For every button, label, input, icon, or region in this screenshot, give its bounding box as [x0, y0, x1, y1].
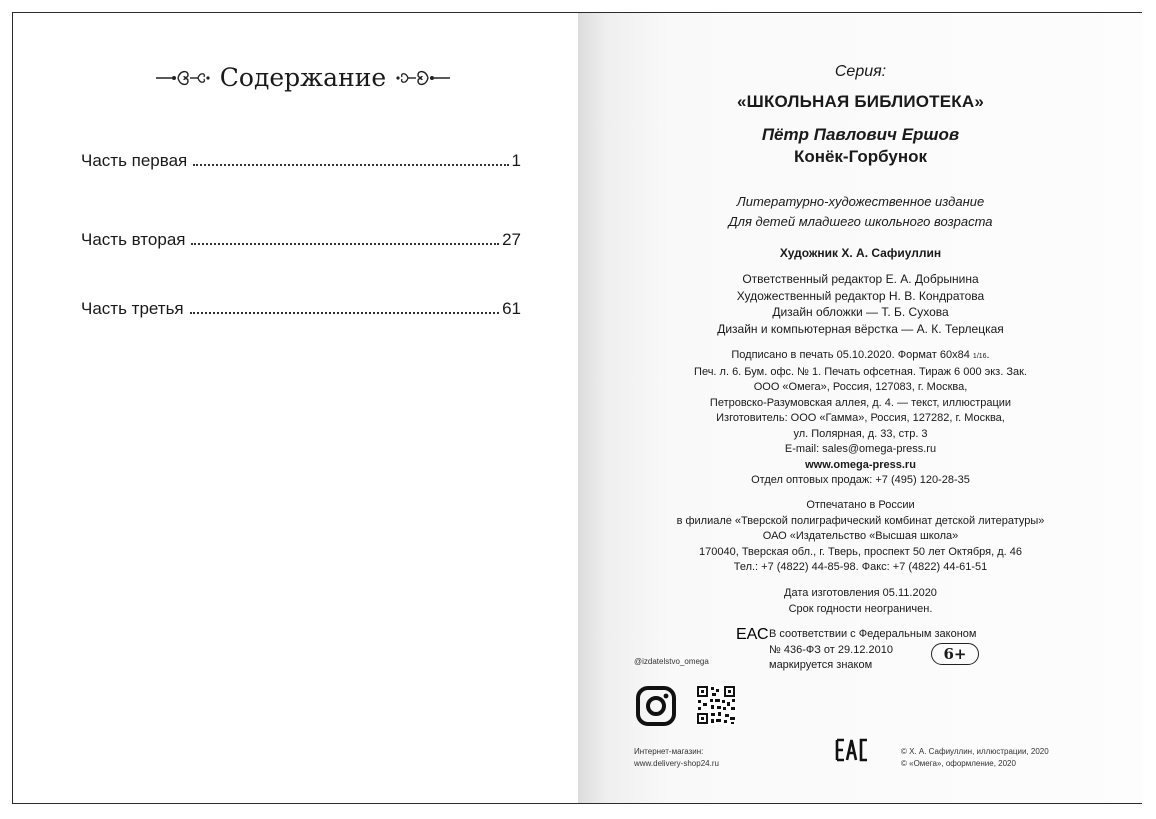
editorial-credits	[578, 271, 1143, 337]
printed-line: 170040, Тверская обл., г. Тверь, проспект 50 лет Октября, д. 46	[699, 545, 1022, 558]
toc-entry[interactable]	[81, 230, 521, 250]
online-shop	[634, 746, 719, 770]
shelf-life: Срок годности неограничен.	[788, 602, 933, 615]
publisher-line: ул. Полярная, д. 33, стр. 3	[793, 427, 928, 440]
credit-line: Дизайн обложки — Т. Б. Сухова	[772, 305, 949, 319]
edition-type: Литературно-художественное издание	[736, 194, 985, 209]
audience-note: Для детей младшего школьного возраста	[728, 214, 993, 229]
toc-entry-label: Часть вторая	[81, 230, 186, 249]
artist-credit: Художник Х. А. Сафиуллин	[779, 246, 942, 260]
print-signed-text: Подписано в печать 05.10.2020. Формат 60х84	[731, 349, 970, 361]
contents-page	[13, 13, 578, 803]
print-specs: Печ. л. 6. Бум. офс. № 1. Печать офсетная. Тираж 6 000 экз. Зак.	[694, 365, 1027, 378]
printing-info	[578, 498, 1143, 576]
imprint-page	[578, 13, 1143, 803]
instagram-icon[interactable]	[635, 685, 677, 727]
copyright-line: © «Омега», оформление, 2020	[901, 759, 1016, 768]
manufacture-date: Дата изготовления 05.11.2020	[784, 587, 937, 599]
contents-header	[158, 63, 448, 92]
eac-label: ЕАС	[736, 626, 769, 643]
law-line: № 436-ФЗ от 29.12.2010	[769, 643, 893, 656]
author-name: Пётр Павлович Ершов	[761, 125, 960, 144]
printed-line: Отпечатано в России	[806, 499, 915, 511]
law-line: маркируется знаком	[769, 659, 873, 671]
qr-code-icon[interactable]	[696, 685, 736, 725]
shop-label: Интернет-магазин:	[634, 747, 704, 756]
dot-leader	[190, 312, 499, 314]
toc-entry-label: Часть третья	[81, 299, 184, 318]
shop-link[interactable]: www.delivery-shop24.ru	[634, 759, 719, 768]
email-line: E-mail: sales@omega-press.ru	[784, 443, 937, 455]
format-fraction: 1/16	[972, 353, 987, 360]
printed-line: в филиале «Тверской полиграфический комбинат детской литературы»	[676, 514, 1045, 527]
toc-entry-page: 1	[511, 151, 521, 170]
toc-entry[interactable]	[81, 299, 521, 319]
law-line: В соответствии с Федеральным законом	[769, 628, 977, 640]
flourish-right-icon	[394, 66, 452, 90]
print-signed-line: Подписано в печать 05.10.2020. Формат 60х84 1/16.	[731, 349, 990, 361]
publisher-line: ООО «Омега», Россия, 127083, г. Москва,	[753, 381, 968, 393]
website-link[interactable]: www.omega-press.ru	[805, 458, 916, 471]
publication-info	[578, 348, 1143, 489]
dot-leader	[193, 164, 508, 166]
series-label: Серия:	[834, 63, 887, 80]
book-spread	[12, 12, 1142, 804]
publisher-line: Петровско-Разумовская аллея, д. 4. — текст, иллюстрации	[709, 396, 1012, 409]
book-title: Конёк-Горбунок	[793, 147, 928, 166]
series-name: «ШКОЛЬНАЯ БИБЛИОТЕКА»	[737, 92, 984, 111]
copyright-notice	[901, 746, 1049, 770]
credit-line: Дизайн и компьютерная вёрстка — А. К. Терлецкая	[717, 321, 1004, 336]
toc-entry-page: 27	[502, 230, 521, 249]
flourish-left-icon	[154, 66, 212, 90]
copyright-line: © Х. А. Сафиуллин, иллюстрации, 2020	[901, 747, 1049, 756]
toc-entry[interactable]	[81, 151, 521, 171]
date-info	[578, 586, 1143, 617]
wholesale-phone: Отдел оптовых продаж: +7 (495) 120-28-35	[751, 474, 970, 486]
toc-entry-label: Часть первая	[81, 151, 188, 170]
contents-title: Содержание	[219, 63, 387, 92]
printed-line: Тел.: +7 (4822) 44-85-98. Факс: +7 (4822) 44-61-51	[733, 561, 988, 573]
toc-entry-page: 61	[502, 299, 521, 318]
publisher-line: Изготовитель: ООО «Гамма», Россия, 127282, г. Москва,	[716, 412, 1005, 424]
credit-line: Художественный редактор Н. В. Кондратова	[736, 288, 985, 303]
dot-leader	[191, 243, 499, 245]
age-rating-badge: 6+	[931, 643, 979, 665]
printed-line: ОАО «Издательство «Высшая школа»	[762, 530, 959, 542]
credit-line: Ответственный редактор Е. А. Добрынина	[742, 272, 979, 286]
instagram-handle[interactable]: @izdatelstvo_omega	[634, 657, 709, 666]
